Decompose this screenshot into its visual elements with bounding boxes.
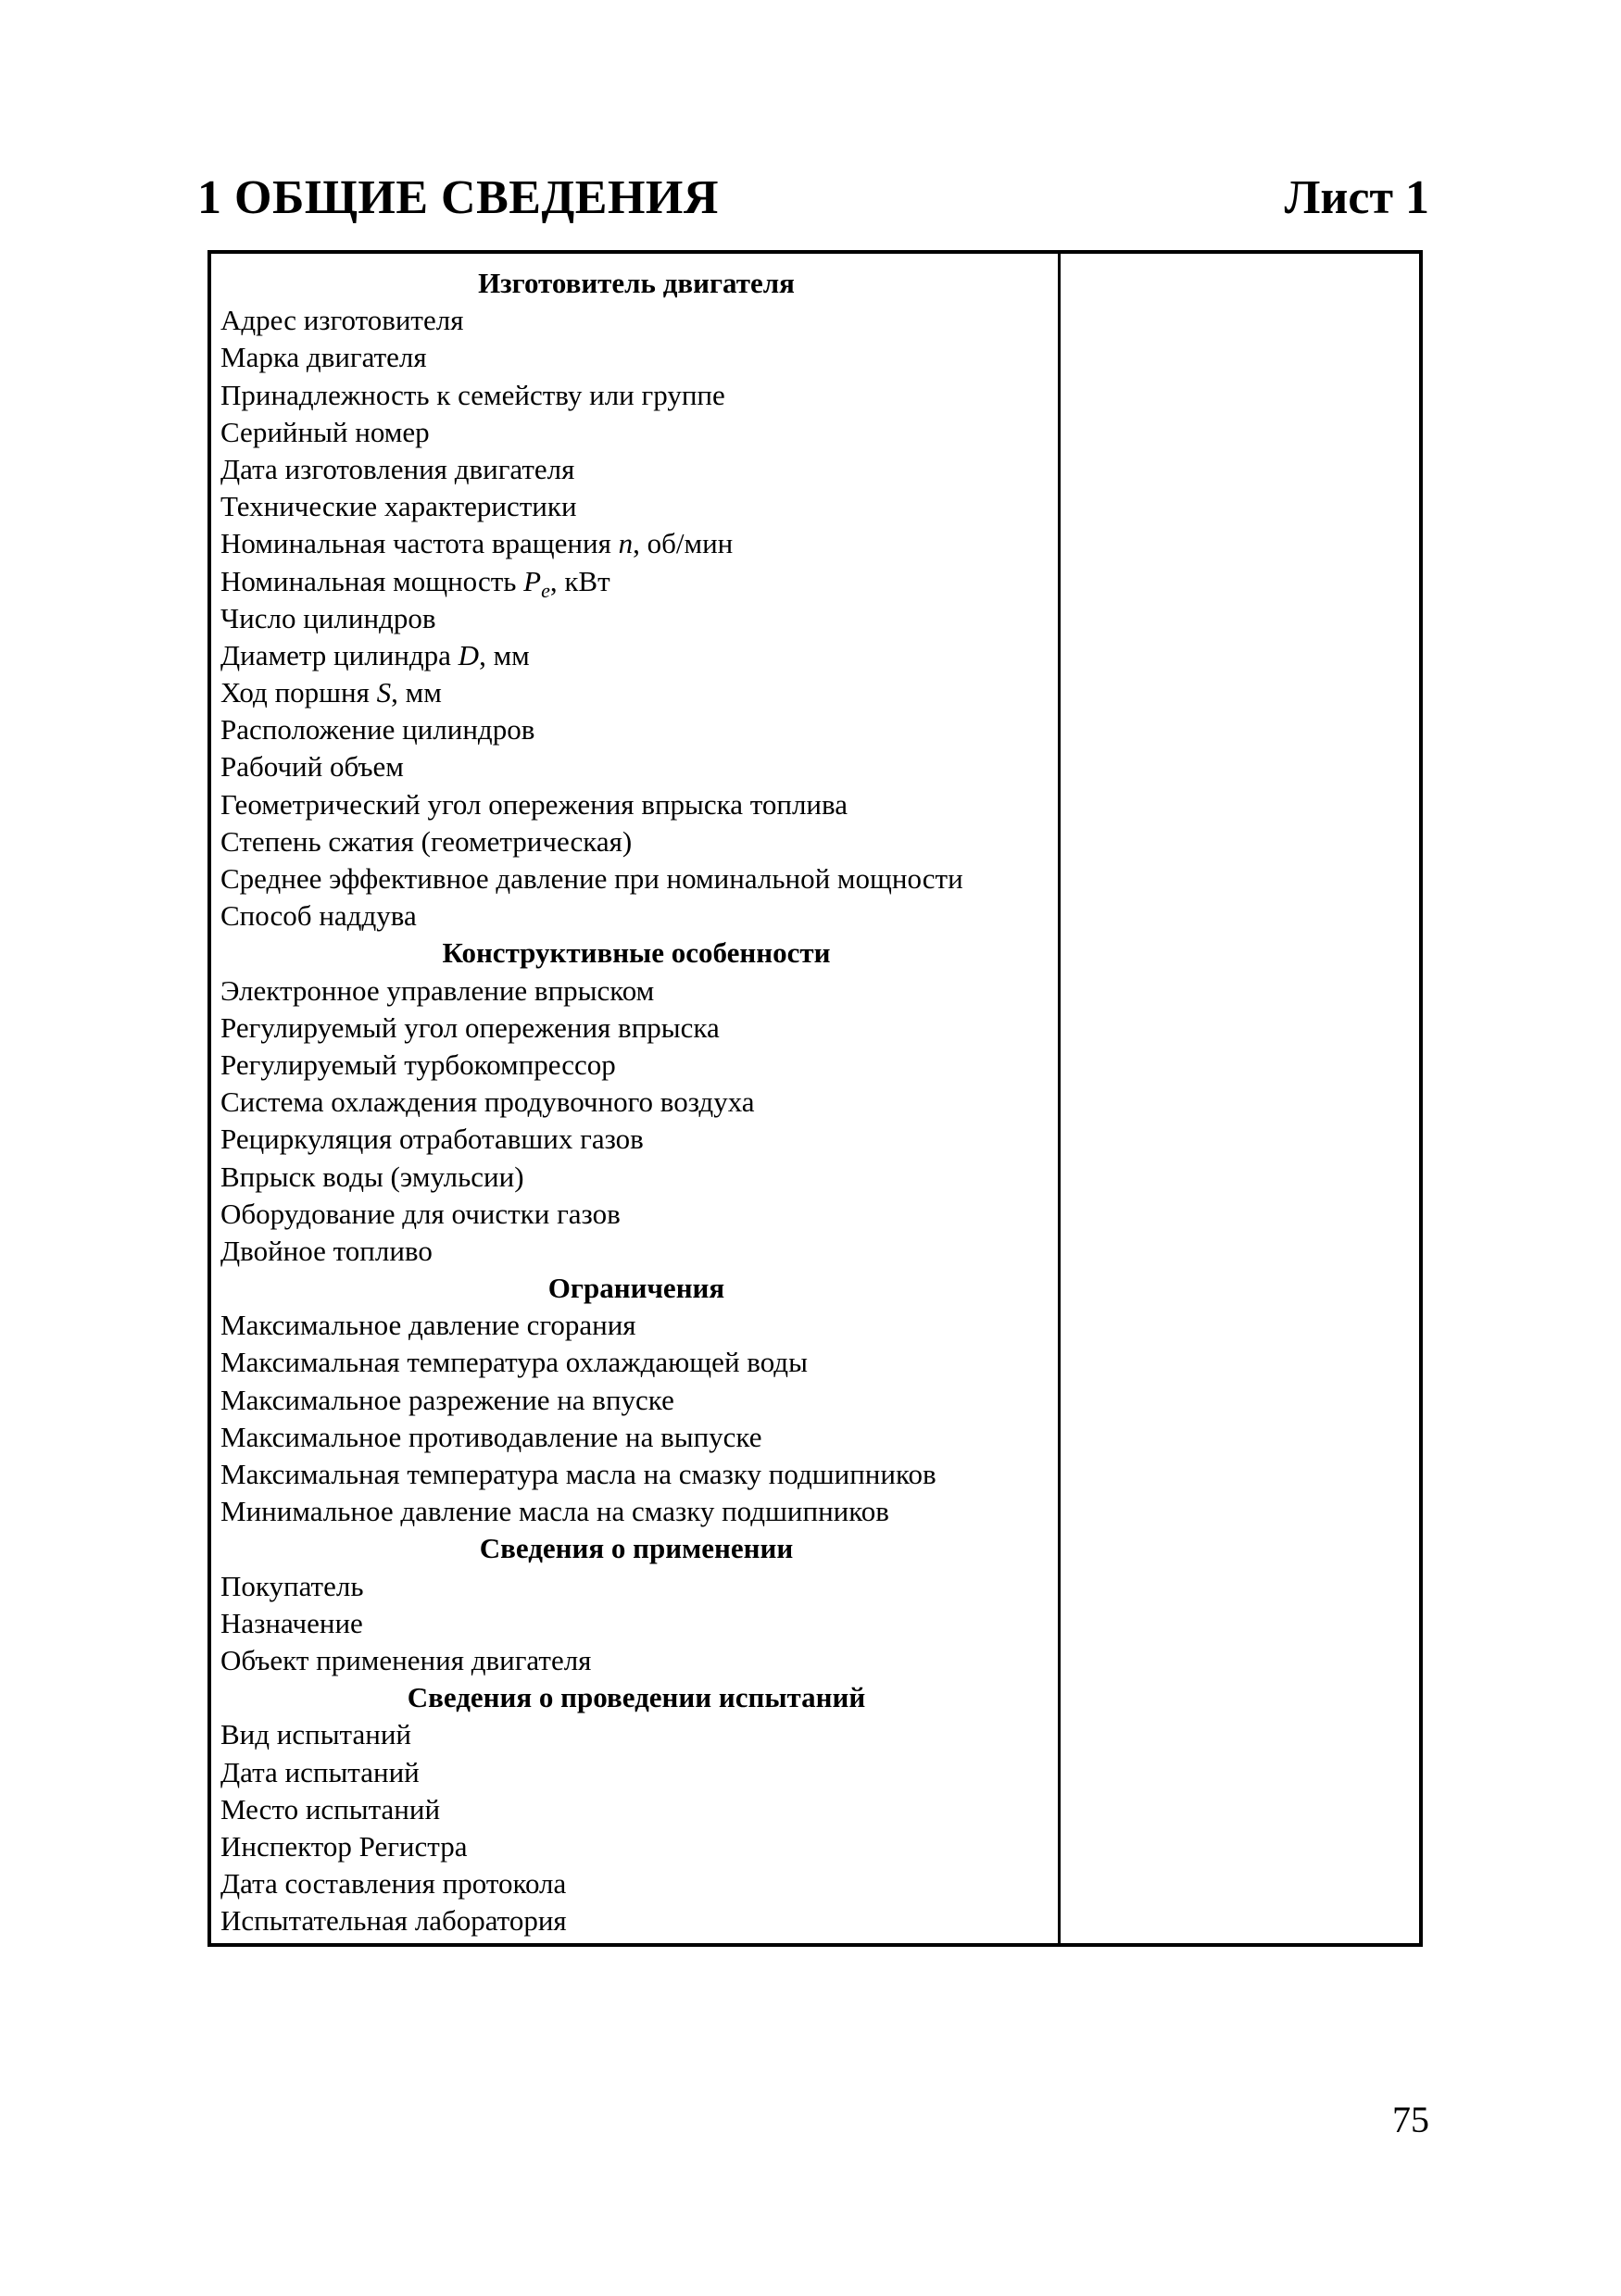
page-number: 75 bbox=[1392, 2099, 1429, 2140]
variable-subscript: e bbox=[541, 578, 550, 602]
field-labels-column bbox=[220, 265, 1052, 1939]
field-label: Испытательная лаборатория bbox=[220, 1904, 567, 1938]
variable-symbol: n bbox=[618, 527, 634, 560]
field-label: Марка двигателя bbox=[220, 341, 427, 374]
sheet-label: Лист 1 bbox=[1284, 171, 1429, 224]
field-label bbox=[220, 525, 1052, 562]
field-label: Рециркуляция отработавших газов bbox=[220, 1123, 644, 1156]
field-label: Регулируемый угол опережения впрыска bbox=[220, 1010, 720, 1044]
field-label-text: Ход поршня bbox=[220, 676, 377, 709]
column-divider bbox=[1058, 254, 1061, 1943]
field-label: Геометрический угол опережения впрыска топлива bbox=[220, 787, 848, 821]
field-label bbox=[220, 637, 1052, 674]
field-label bbox=[220, 674, 1052, 711]
field-label: Адрес изготовителя bbox=[220, 304, 464, 337]
field-label: Впрыск воды (эмульсии) bbox=[220, 1160, 524, 1193]
field-label: Двойное топливо bbox=[220, 1234, 433, 1267]
field-label: Способ наддува bbox=[220, 899, 417, 933]
field-unit-text: , мм bbox=[391, 676, 442, 709]
field-label: Электронное управление впрыском bbox=[220, 973, 655, 1007]
variable-symbol: P bbox=[523, 564, 542, 597]
field-label: Дата изготовления двигателя bbox=[220, 452, 575, 485]
field-label: Максимальная температура масла на смазку подшипников bbox=[220, 1458, 936, 1490]
field-label: Среднее эффективное давление при номинальной мощности bbox=[220, 862, 963, 895]
field-label: Минимальное давление масла на смазку подшипников bbox=[220, 1495, 889, 1528]
general-info-table bbox=[207, 250, 1423, 1947]
field-label: Максимальное противодавление на выпуске bbox=[220, 1420, 762, 1453]
page-header bbox=[197, 170, 1429, 235]
field-label: Регулируемый турбокомпрессор bbox=[220, 1048, 616, 1081]
field-label: Дата испытаний bbox=[220, 1755, 420, 1788]
field-label: Расположение цилиндров bbox=[220, 713, 535, 747]
section-heading: Изготовитель двигателя bbox=[478, 267, 795, 299]
field-label: Покупатель bbox=[220, 1569, 364, 1602]
field-label: Место испытаний bbox=[220, 1792, 441, 1826]
section-heading: Конструктивные особенности bbox=[442, 936, 831, 970]
field-label: Степень сжатия (геометрическая) bbox=[220, 824, 633, 858]
field-label: Принадлежность к семейству или группе bbox=[220, 378, 725, 411]
field-label: Система охлаждения продувочного воздуха bbox=[220, 1085, 755, 1119]
field-label-text: Число цилиндров bbox=[220, 601, 436, 634]
page-title: 1 ОБЩИЕ СВЕДЕНИЯ bbox=[197, 171, 719, 224]
field-label bbox=[220, 600, 1052, 637]
field-label: Максимальное давление сгорания bbox=[220, 1309, 636, 1342]
field-unit-text: , кВт bbox=[549, 564, 610, 597]
field-label: Назначение bbox=[220, 1606, 363, 1639]
field-label bbox=[220, 563, 1052, 600]
field-label-text: Диаметр цилиндра bbox=[220, 638, 459, 671]
section-heading: Сведения о проведении испытаний bbox=[407, 1681, 866, 1714]
section-heading: Сведения о применении bbox=[479, 1532, 794, 1565]
field-label: Максимальное разрежение на впуске bbox=[220, 1383, 674, 1416]
field-label: Объект применения двигателя bbox=[220, 1643, 592, 1676]
variable-symbol: S bbox=[376, 676, 392, 709]
field-label: Вид испытаний bbox=[220, 1718, 412, 1751]
variable-symbol: D bbox=[458, 638, 480, 671]
field-label: Технические характеристики bbox=[220, 490, 577, 523]
field-unit-text: , об/мин bbox=[633, 527, 734, 560]
field-label-text: Номинальная частота вращения bbox=[220, 527, 619, 560]
field-label: Серийный номер bbox=[220, 415, 430, 448]
field-label: Максимальная температура охлаждающей воды bbox=[220, 1346, 808, 1379]
field-unit-text: , мм bbox=[479, 638, 530, 671]
field-label: Дата составления протокола bbox=[220, 1867, 567, 1901]
field-label: Рабочий объем bbox=[220, 750, 404, 784]
section-heading: Ограничения bbox=[547, 1272, 725, 1305]
field-label-text: Номинальная мощность bbox=[220, 564, 524, 597]
field-label: Инспектор Регистра bbox=[220, 1829, 468, 1863]
field-label: Оборудование для очистки газов bbox=[220, 1197, 621, 1230]
